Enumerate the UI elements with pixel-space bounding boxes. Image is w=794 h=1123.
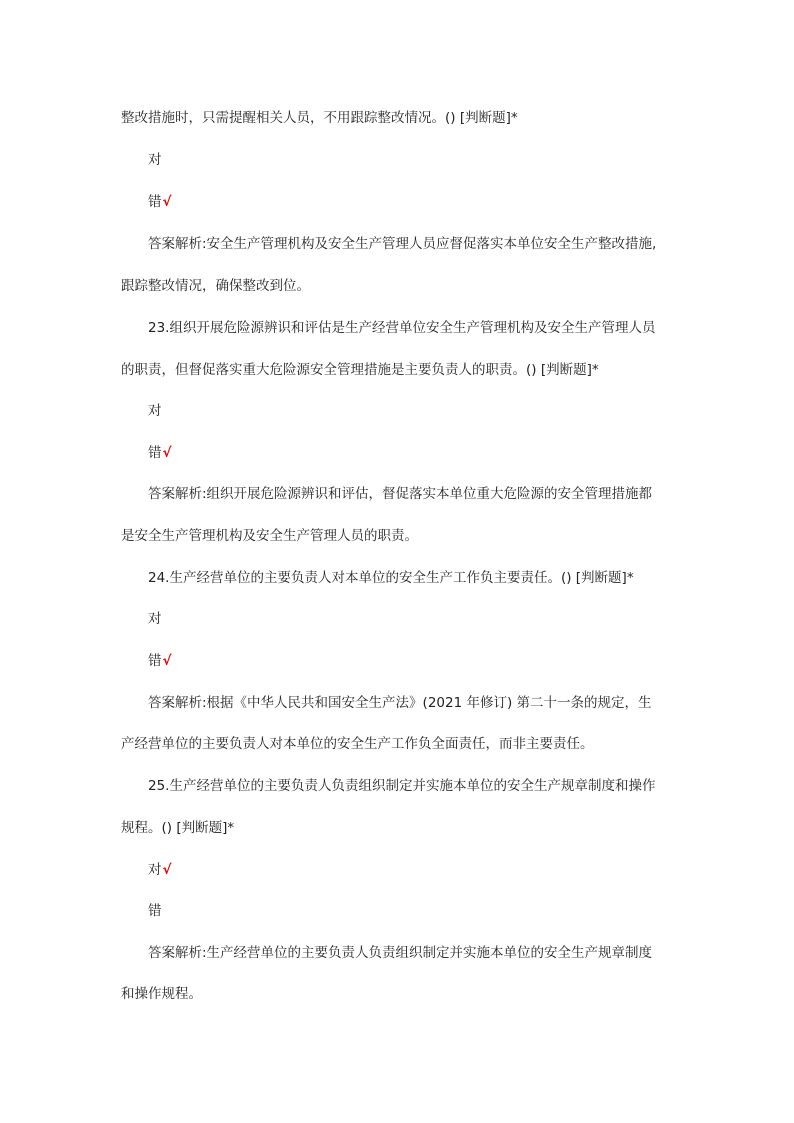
option-true [0,861,794,879]
question-text: 25.生产经营单位的主要负责人负责组织制定并实施本单位的安全生产规章制度和操作 [148,778,656,794]
option-label: 对 [148,862,162,878]
option-true [0,402,794,420]
option-label: 错 [148,445,162,461]
option-label: 对 [148,403,162,419]
answer-explanation-23-cont [0,527,794,545]
option-true [0,151,794,169]
question-23 [0,319,794,337]
explanation-text: 跟踪整改情况，确保整改到位。 [121,278,310,294]
option-false [0,444,794,462]
explanation-text: 是安全生产管理机构及安全生产管理人员的职责。 [121,528,418,544]
correct-check-icon: √ [162,862,172,878]
question-25-cont [0,819,794,837]
answer-explanation-25-cont [0,985,794,1003]
option-label: 错 [148,653,162,669]
answer-explanation-24-cont [0,735,794,753]
question-23-cont [0,361,794,379]
question-text: 的职责，但督促落实重大危险源安全管理措施是主要负责人的职责。() [判断题]* [121,362,599,378]
explanation-text: 产经营单位的主要负责人对本单位的安全生产工作负全面责任，而非主要责任。 [121,736,594,752]
answer-explanation-23 [0,485,794,503]
question-text: 23.组织开展危险源辨识和评估是生产经营单位安全生产管理机构及安全生产管理人员 [148,320,656,336]
question-25 [0,777,794,795]
question-text: 整改措施时，只需提醒相关人员，不用跟踪整改情况。() [判断题]* [121,110,518,126]
option-label: 错 [148,194,162,210]
question-text: 规程。() [判断题]* [121,820,235,836]
answer-explanation-22-cont [0,277,794,295]
explanation-text: 和操作规程。 [121,986,202,1002]
answer-explanation-22 [0,235,794,253]
option-label: 对 [148,152,162,168]
option-false [0,652,794,670]
question-22-text-cont [0,109,794,127]
option-label: 错 [148,903,162,919]
answer-explanation-25 [0,944,794,962]
question-text: 24.生产经营单位的主要负责人对本单位的安全生产工作负主要责任。() [判断题]* [148,570,634,586]
explanation-text: 答案解析:生产经营单位的主要负责人负责组织制定并实施本单位的安全生产规章制度 [148,945,653,961]
correct-check-icon: √ [162,194,172,210]
explanation-text: 答案解析:组织开展危险源辨识和评估，督促落实本单位重大危险源的安全管理措施都 [148,486,653,502]
correct-check-icon: √ [162,445,172,461]
correct-check-icon: √ [162,653,172,669]
explanation-text: 答案解析:安全生产管理机构及安全生产管理人员应督促落实本单位安全生产整改措施, [148,236,657,252]
option-false [0,193,794,211]
question-24 [0,569,794,587]
option-true [0,610,794,628]
option-label: 对 [148,611,162,627]
option-false [0,902,794,920]
explanation-text: 答案解析:根据《中华人民共和国安全生产法》(2021 年修订) 第二十一条的规定，生 [148,695,652,711]
answer-explanation-24 [0,694,794,712]
